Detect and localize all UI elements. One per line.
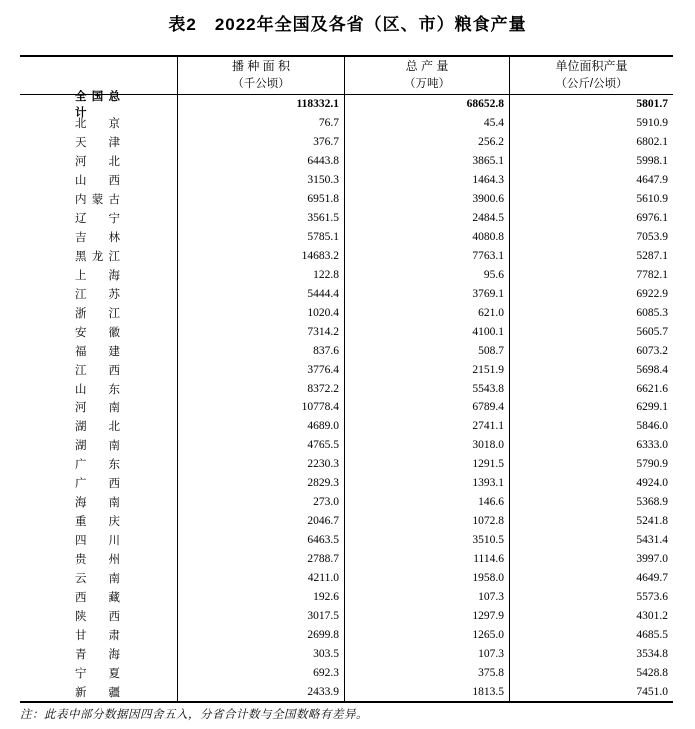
value-cell-yield-kg-per-hectare: 4649.7 — [636, 571, 668, 584]
value-cell-total-output-ten-thousand-tons: 1464.3 — [345, 171, 510, 190]
table-row — [20, 152, 673, 171]
value-cell-yield-kg-per-hectare: 6922.9 — [636, 287, 668, 300]
value-cell-sown-area-thousand-hectares: 76.7 — [178, 114, 345, 133]
value-cell-sown-area-thousand-hectares: 4211.0 — [178, 568, 345, 587]
value-cell-yield-kg-per-hectare: 5801.7 — [636, 98, 668, 111]
value-cell-total-output-ten-thousand-tons: 3018.0 — [345, 436, 510, 455]
region-name: 新 疆 — [75, 686, 120, 699]
value-cell-sown-area-thousand-hectares: 122.8 — [178, 265, 345, 284]
value-cell-total-output-ten-thousand-tons: 4080.8 — [345, 228, 510, 247]
region-name: 北 京 — [75, 118, 120, 131]
table-row-total — [20, 91, 673, 120]
region-name: 安 徽 — [75, 326, 120, 339]
table-row — [20, 114, 673, 133]
value-cell-yield-kg-per-hectare: 5790.9 — [636, 458, 668, 471]
value-cell-yield-kg-per-hectare: 5846.0 — [636, 420, 668, 433]
value-cell-sown-area-thousand-hectares: 303.5 — [178, 644, 345, 663]
value-cell-total-output-ten-thousand-tons: 3900.6 — [345, 190, 510, 209]
value-cell-total-output-ten-thousand-tons: 107.3 — [345, 644, 510, 663]
region-name-cell — [20, 209, 178, 228]
value-cell-yield-kg-per-hectare: 5573.6 — [636, 590, 668, 603]
value-cell-total-output-ten-thousand-tons: 95.6 — [345, 265, 510, 284]
region-name-cell — [20, 190, 178, 209]
table-row — [20, 531, 673, 550]
value-cell-sown-area-thousand-hectares: 3776.4 — [178, 360, 345, 379]
value-cell-total-output-ten-thousand-tons: 7763.1 — [345, 247, 510, 266]
region-name: 山 东 — [75, 383, 120, 396]
table-row — [20, 228, 673, 247]
region-name: 湖 南 — [75, 440, 120, 453]
table-row — [20, 436, 673, 455]
region-name-cell — [20, 550, 178, 569]
value-cell-total-output-ten-thousand-tons: 68652.8 — [345, 95, 510, 114]
table-footnote: 注：此表中部分数据因四舍五入，分省合计数与全国数略有差异。 — [20, 709, 368, 721]
region-name-cell — [20, 493, 178, 512]
region-name-cell — [20, 398, 178, 417]
region-name-cell — [20, 531, 178, 550]
table-row — [20, 133, 673, 152]
value-cell-sown-area-thousand-hectares: 8372.2 — [178, 379, 345, 398]
table-row — [20, 455, 673, 474]
header-unit: （千公顷） — [232, 77, 290, 90]
header-label: 总 产 量 — [405, 59, 449, 74]
table-row — [20, 606, 673, 625]
table-row — [20, 644, 673, 663]
value-cell-sown-area-thousand-hectares: 2433.9 — [178, 682, 345, 701]
header-cell-sown-area — [178, 57, 345, 94]
region-name: 宁 夏 — [75, 667, 120, 680]
table-body — [20, 91, 673, 703]
grain-production-table — [20, 55, 673, 703]
value-cell-sown-area-thousand-hectares: 376.7 — [178, 133, 345, 152]
value-cell-yield-kg-per-hectare: 5428.8 — [636, 666, 668, 679]
region-name: 云 南 — [75, 572, 120, 585]
region-name-cell — [20, 228, 178, 247]
value-cell-sown-area-thousand-hectares: 192.6 — [178, 587, 345, 606]
value-cell-sown-area-thousand-hectares: 3150.3 — [178, 171, 345, 190]
value-cell-yield-kg-per-hectare: 5910.9 — [636, 117, 668, 130]
value-cell-total-output-ten-thousand-tons: 2741.1 — [345, 417, 510, 436]
table-row — [20, 568, 673, 587]
value-cell-total-output-ten-thousand-tons: 146.6 — [345, 493, 510, 512]
value-cell-sown-area-thousand-hectares: 118332.1 — [178, 95, 345, 114]
value-cell-yield-kg-per-hectare: 6621.6 — [636, 382, 668, 395]
value-cell-yield-kg-per-hectare: 5287.1 — [636, 249, 668, 262]
value-cell-yield-kg-per-hectare: 3997.0 — [636, 552, 668, 565]
value-cell-total-output-ten-thousand-tons: 107.3 — [345, 587, 510, 606]
header-unit: （公斤/公顷） — [555, 77, 628, 90]
table-row — [20, 587, 673, 606]
value-cell-total-output-ten-thousand-tons: 45.4 — [345, 114, 510, 133]
table-row — [20, 379, 673, 398]
region-name: 青 海 — [75, 648, 120, 661]
value-cell-sown-area-thousand-hectares: 7314.2 — [178, 322, 345, 341]
table-row — [20, 322, 673, 341]
region-name-cell — [20, 265, 178, 284]
table-row — [20, 303, 673, 322]
value-cell-sown-area-thousand-hectares: 273.0 — [178, 493, 345, 512]
region-name-cell — [20, 417, 178, 436]
value-cell-sown-area-thousand-hectares: 2699.8 — [178, 625, 345, 644]
value-cell-yield-kg-per-hectare: 4685.5 — [636, 628, 668, 641]
value-cell-sown-area-thousand-hectares: 5444.4 — [178, 284, 345, 303]
region-name-cell — [20, 512, 178, 531]
header-label: 播 种 面 积 — [231, 59, 290, 74]
table-row — [20, 493, 673, 512]
table-row — [20, 341, 673, 360]
table-row — [20, 512, 673, 531]
region-name: 天 津 — [75, 137, 120, 150]
region-name: 江 西 — [75, 364, 120, 377]
value-cell-total-output-ten-thousand-tons: 3510.5 — [345, 531, 510, 550]
table-row — [20, 284, 673, 303]
region-name-cell — [20, 152, 178, 171]
value-cell-sown-area-thousand-hectares: 5785.1 — [178, 228, 345, 247]
value-cell-sown-area-thousand-hectares: 1020.4 — [178, 303, 345, 322]
value-cell-sown-area-thousand-hectares: 3017.5 — [178, 606, 345, 625]
region-name-cell — [20, 91, 178, 120]
header-unit: （万吨） — [404, 77, 450, 90]
value-cell-yield-kg-per-hectare: 6299.1 — [636, 401, 668, 414]
region-name: 山 西 — [75, 175, 120, 188]
page-title: 表2 2022年全国及各省（区、市）粮食产量 — [168, 15, 527, 34]
table-row — [20, 265, 673, 284]
region-name-cell — [20, 455, 178, 474]
value-cell-total-output-ten-thousand-tons: 3865.1 — [345, 152, 510, 171]
region-name: 广 西 — [75, 478, 120, 491]
region-name: 河 南 — [75, 402, 120, 415]
region-name-cell — [20, 247, 178, 266]
table-row — [20, 682, 673, 701]
table-row — [20, 474, 673, 493]
region-name: 辽 宁 — [75, 213, 120, 226]
value-cell-yield-kg-per-hectare: 5241.8 — [636, 515, 668, 528]
value-cell-total-output-ten-thousand-tons: 2484.5 — [345, 209, 510, 228]
value-cell-sown-area-thousand-hectares: 2788.7 — [178, 550, 345, 569]
value-cell-yield-kg-per-hectare: 3534.8 — [636, 647, 668, 660]
value-cell-total-output-ten-thousand-tons: 1393.1 — [345, 474, 510, 493]
value-cell-yield-kg-per-hectare: 5368.9 — [636, 496, 668, 509]
region-name: 浙 江 — [75, 307, 120, 320]
value-cell-sown-area-thousand-hectares: 837.6 — [178, 341, 345, 360]
value-cell-total-output-ten-thousand-tons: 5543.8 — [345, 379, 510, 398]
value-cell-sown-area-thousand-hectares: 6463.5 — [178, 531, 345, 550]
value-cell-sown-area-thousand-hectares: 2230.3 — [178, 455, 345, 474]
value-cell-total-output-ten-thousand-tons: 1297.9 — [345, 606, 510, 625]
value-cell-yield-kg-per-hectare: 6976.1 — [636, 212, 668, 225]
region-name: 西 藏 — [75, 591, 120, 604]
region-name: 重 庆 — [75, 516, 120, 529]
region-name-cell — [20, 114, 178, 133]
value-cell-yield-kg-per-hectare: 6333.0 — [636, 439, 668, 452]
value-cell-total-output-ten-thousand-tons: 6789.4 — [345, 398, 510, 417]
region-name: 湖 北 — [75, 421, 120, 434]
value-cell-sown-area-thousand-hectares: 692.3 — [178, 663, 345, 682]
region-name-cell — [20, 625, 178, 644]
region-name: 内 蒙 古 — [75, 194, 120, 207]
region-name-cell — [20, 587, 178, 606]
region-name-cell — [20, 436, 178, 455]
region-name-cell — [20, 171, 178, 190]
table-row — [20, 625, 673, 644]
value-cell-yield-kg-per-hectare: 4301.2 — [636, 609, 668, 622]
region-name-cell — [20, 682, 178, 701]
value-cell-total-output-ten-thousand-tons: 621.0 — [345, 303, 510, 322]
value-cell-total-output-ten-thousand-tons: 2151.9 — [345, 360, 510, 379]
region-name: 四 川 — [75, 535, 120, 548]
value-cell-yield-kg-per-hectare: 7782.1 — [636, 268, 668, 281]
header-cell-total-output — [345, 57, 510, 94]
region-name-cell — [20, 379, 178, 398]
region-name: 上 海 — [75, 269, 120, 282]
region-name: 福 建 — [75, 345, 120, 358]
region-name-cell — [20, 644, 178, 663]
value-cell-sown-area-thousand-hectares: 10778.4 — [178, 398, 345, 417]
value-cell-sown-area-thousand-hectares: 4689.0 — [178, 417, 345, 436]
value-cell-total-output-ten-thousand-tons: 508.7 — [345, 341, 510, 360]
value-cell-sown-area-thousand-hectares: 3561.5 — [178, 209, 345, 228]
value-cell-yield-kg-per-hectare: 4647.9 — [636, 174, 668, 187]
region-name-cell — [20, 303, 178, 322]
value-cell-total-output-ten-thousand-tons: 3769.1 — [345, 284, 510, 303]
region-name-cell — [20, 663, 178, 682]
value-cell-yield-kg-per-hectare: 4924.0 — [636, 477, 668, 490]
value-cell-total-output-ten-thousand-tons: 256.2 — [345, 133, 510, 152]
value-cell-sown-area-thousand-hectares: 6951.8 — [178, 190, 345, 209]
region-name-cell — [20, 322, 178, 341]
table-row — [20, 663, 673, 682]
value-cell-yield-kg-per-hectare: 7451.0 — [636, 685, 668, 698]
region-name-cell — [20, 284, 178, 303]
region-name: 广 东 — [75, 459, 120, 472]
table-row — [20, 247, 673, 266]
value-cell-total-output-ten-thousand-tons: 4100.1 — [345, 322, 510, 341]
table-row — [20, 550, 673, 569]
region-name: 海 南 — [75, 497, 120, 510]
region-name: 河 北 — [75, 156, 120, 169]
region-name-cell — [20, 341, 178, 360]
value-cell-total-output-ten-thousand-tons: 1291.5 — [345, 455, 510, 474]
region-name-cell — [20, 474, 178, 493]
value-cell-yield-kg-per-hectare: 7053.9 — [636, 231, 668, 244]
value-cell-total-output-ten-thousand-tons: 375.8 — [345, 663, 510, 682]
value-cell-sown-area-thousand-hectares: 14683.2 — [178, 247, 345, 266]
region-name: 甘 肃 — [75, 629, 120, 642]
region-name: 全国总计 — [75, 91, 120, 120]
value-cell-total-output-ten-thousand-tons: 1813.5 — [345, 682, 510, 701]
table-row — [20, 190, 673, 209]
value-cell-yield-kg-per-hectare: 5698.4 — [636, 363, 668, 376]
value-cell-sown-area-thousand-hectares: 2046.7 — [178, 512, 345, 531]
value-cell-yield-kg-per-hectare: 5431.4 — [636, 534, 668, 547]
value-cell-total-output-ten-thousand-tons: 1072.8 — [345, 512, 510, 531]
table-row — [20, 360, 673, 379]
region-name-cell — [20, 360, 178, 379]
region-name-cell — [20, 606, 178, 625]
value-cell-sown-area-thousand-hectares: 2829.3 — [178, 474, 345, 493]
value-cell-sown-area-thousand-hectares: 4765.5 — [178, 436, 345, 455]
table-row — [20, 171, 673, 190]
value-cell-yield-kg-per-hectare: 5605.7 — [636, 325, 668, 338]
table-row — [20, 398, 673, 417]
value-cell-yield-kg-per-hectare: 6802.1 — [636, 136, 668, 149]
value-cell-yield-kg-per-hectare: 6085.3 — [636, 306, 668, 319]
value-cell-total-output-ten-thousand-tons: 1958.0 — [345, 568, 510, 587]
value-cell-yield-kg-per-hectare: 5998.1 — [636, 155, 668, 168]
region-name-cell — [20, 133, 178, 152]
region-name-cell — [20, 568, 178, 587]
value-cell-total-output-ten-thousand-tons: 1114.6 — [345, 550, 510, 569]
table-row — [20, 209, 673, 228]
value-cell-sown-area-thousand-hectares: 6443.8 — [178, 152, 345, 171]
value-cell-yield-kg-per-hectare: 5610.9 — [636, 193, 668, 206]
region-name: 江 苏 — [75, 288, 120, 301]
region-name: 陕 西 — [75, 610, 120, 623]
table-row — [20, 417, 673, 436]
region-name: 吉 林 — [75, 232, 120, 245]
region-name: 黑 龙 江 — [75, 250, 120, 263]
value-cell-yield-kg-per-hectare: 6073.2 — [636, 344, 668, 357]
value-cell-total-output-ten-thousand-tons: 1265.0 — [345, 625, 510, 644]
region-name: 贵 州 — [75, 553, 120, 566]
header-cell-yield — [510, 57, 673, 94]
header-label: 单位面积产量 — [555, 59, 628, 74]
